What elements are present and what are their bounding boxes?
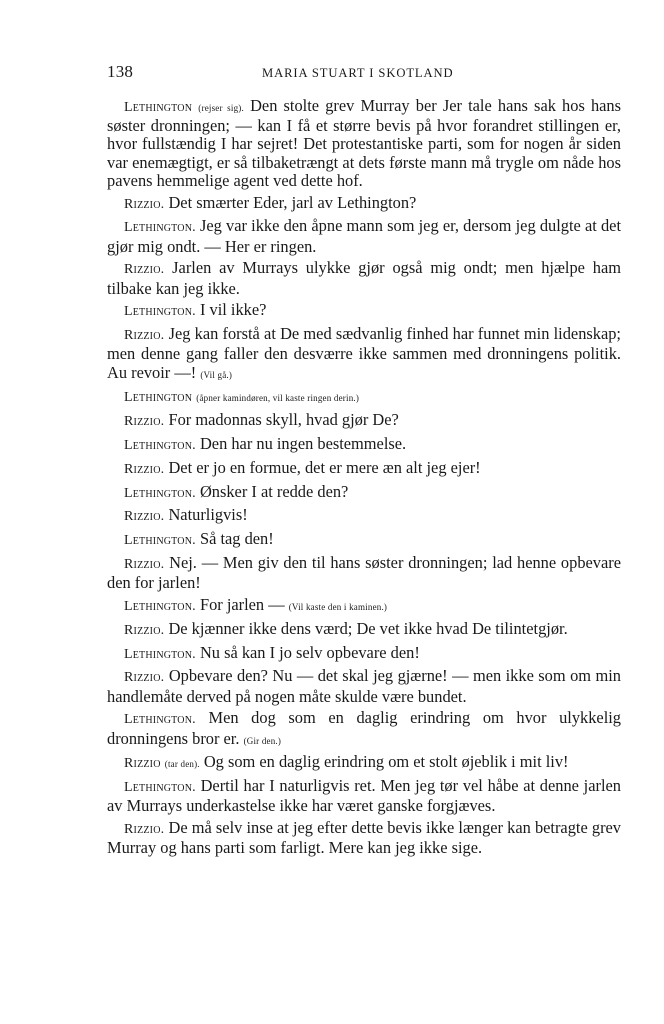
spoken-line: Opbevare den? Nu — det skal jeg gjærne! — men ikke som om min handlemåte derved på nogen måte skulde være bundet.: [107, 666, 621, 706]
spoken-line: De kjænner ikke dens værd; De vet ikke hvad De tilintetgjør.: [168, 618, 568, 638]
spoken-line: Naturligvis!: [168, 505, 248, 525]
speaker-name: Lethington.: [124, 780, 196, 796]
dialogue-paragraph: [107, 753, 621, 773]
dialogue-paragraph: [107, 777, 621, 815]
spoken-line: Jeg var ikke den åpne mann som jeg er, dersom jeg dulgte at det gjør mig ondt. — Her er ringen.: [107, 216, 621, 256]
dialogue-paragraph: [107, 194, 621, 214]
speaker-name: Lethington: [124, 390, 193, 406]
speaker-name: Rizzio.: [124, 414, 165, 430]
running-head: MARIA STUART I SKOTLAND: [262, 66, 454, 80]
spoken-line: De må selv inse at jeg efter dette bevis ikke længer kan betragte grev Murray og hans parti som farligt. Mere kan jeg ikke sige.: [107, 818, 622, 858]
speaker-name: Lethington.: [124, 438, 196, 453]
dialogue-paragraph: [107, 325, 621, 384]
spoken-line: Jeg kan forstå at De med sædvanlig finhed har funnet min lidenskap; men denne gang faller den desværre ikke sammen med dronningens politik. Au revoir —!: [107, 324, 621, 382]
speaker-name: Lethington.: [124, 712, 196, 728]
dialogue-text: [107, 97, 621, 861]
speaker-name: Rizzio.: [124, 556, 165, 572]
speaker-name: Lethington.: [124, 485, 196, 501]
dialogue-paragraph: [107, 667, 621, 705]
speaker-name: Rizzio.: [124, 822, 165, 838]
spoken-line: Den stolte grev Murray ber Jer tale hans sak hos hans søster dronningen; — kan I få et større bevis på hvor forandret stillingen er, hvor fullstændig I har sejret! Det protestantiske parti, som for nogen år siden var enemægtigt, er så tilbaketrængt at dets første mann må trygle om nåde hos pavens hemmelige agent ved dette hof.: [107, 96, 622, 190]
spoken-line: For madonnas skyll, hvad gjør De?: [168, 410, 399, 430]
dialogue-paragraph: [107, 530, 621, 550]
page-number: 138: [107, 62, 134, 81]
speaker-name: Lethington.: [124, 533, 196, 549]
dialogue-paragraph: [107, 217, 621, 255]
spoken-line: Nu så kan I jo selv opbevare den!: [199, 642, 420, 662]
dialogue-paragraph: [107, 411, 621, 431]
speaker-name: Rizzio.: [124, 461, 165, 477]
stage-direction: (tar den).: [164, 759, 200, 770]
dialogue-paragraph: [107, 819, 621, 857]
dialogue-paragraph: [107, 596, 621, 616]
dialogue-paragraph: [107, 259, 621, 297]
dialogue-paragraph: [107, 709, 621, 749]
stage-direction: (åpner kamindøren, vil kaste ringen derin.): [196, 393, 360, 404]
dialogue-paragraph: [107, 435, 621, 455]
speaker-name: Lethington.: [124, 304, 196, 320]
stage-direction: (rejser sig).: [198, 103, 244, 113]
speaker-name: Lethington.: [124, 646, 196, 662]
dialogue-paragraph: [107, 97, 621, 190]
dialogue-paragraph: [107, 620, 621, 640]
speaker-name: Rizzio: [124, 756, 161, 772]
dialogue-paragraph: [107, 554, 621, 592]
stage-direction: (Vil gå.): [200, 369, 233, 380]
spoken-line: Det er jo en formue, det er mere æn alt jeg ejer!: [168, 457, 481, 477]
dialogue-paragraph: [107, 387, 621, 407]
speaker-name: Rizzio.: [124, 622, 165, 638]
spoken-line: Men dog som en daglig erindring om hvor ulykkelig dronningens bror er.: [107, 708, 622, 748]
spoken-line: Jarlen av Murrays ulykke gjør også mig ondt; men hjælpe ham tilbake kan jeg ikke.: [107, 258, 621, 298]
speaker-name: Rizzio.: [124, 262, 165, 278]
speaker-name: Rizzio.: [124, 328, 165, 344]
speaker-name: Rizzio.: [124, 670, 165, 686]
dialogue-paragraph: [107, 644, 621, 664]
dialogue-paragraph: [107, 483, 621, 503]
dialogue-paragraph: [107, 506, 621, 526]
speaker-name: Lethington.: [124, 598, 196, 614]
spoken-line: For jarlen —: [199, 594, 285, 614]
spoken-line: Den har nu ingen bestemmelse.: [199, 434, 407, 453]
stage-direction: (Gir den.): [243, 735, 282, 746]
speaker-name: Rizzio.: [124, 196, 165, 212]
spoken-line: Ønsker I at redde den?: [199, 481, 349, 501]
speaker-name: Lethington.: [124, 220, 196, 236]
spoken-line: Nej. — Men giv den til hans søster dronningen; lad henne opbevare den for jarlen!: [107, 552, 621, 593]
speaker-name: Lethington: [124, 100, 193, 115]
spoken-line: Så tag den!: [199, 529, 274, 549]
dialogue-paragraph: [107, 459, 621, 479]
spoken-line: Det smærter Eder, jarl av Lethington?: [168, 192, 417, 212]
spoken-line: Og som en daglig erindring om et stolt øjeblik i mit liv!: [203, 752, 569, 772]
spoken-line: Dertil har I naturligvis ret. Men jeg tør vel håbe at denne jarlen av Murrays underkastelse ikke har været ganske forgjæves.: [107, 776, 621, 816]
spoken-line: I vil ikke?: [199, 300, 267, 320]
stage-direction: (Vil kaste den i kaminen.): [288, 601, 388, 612]
dialogue-paragraph: [107, 301, 621, 321]
speaker-name: Rizzio.: [124, 509, 165, 525]
